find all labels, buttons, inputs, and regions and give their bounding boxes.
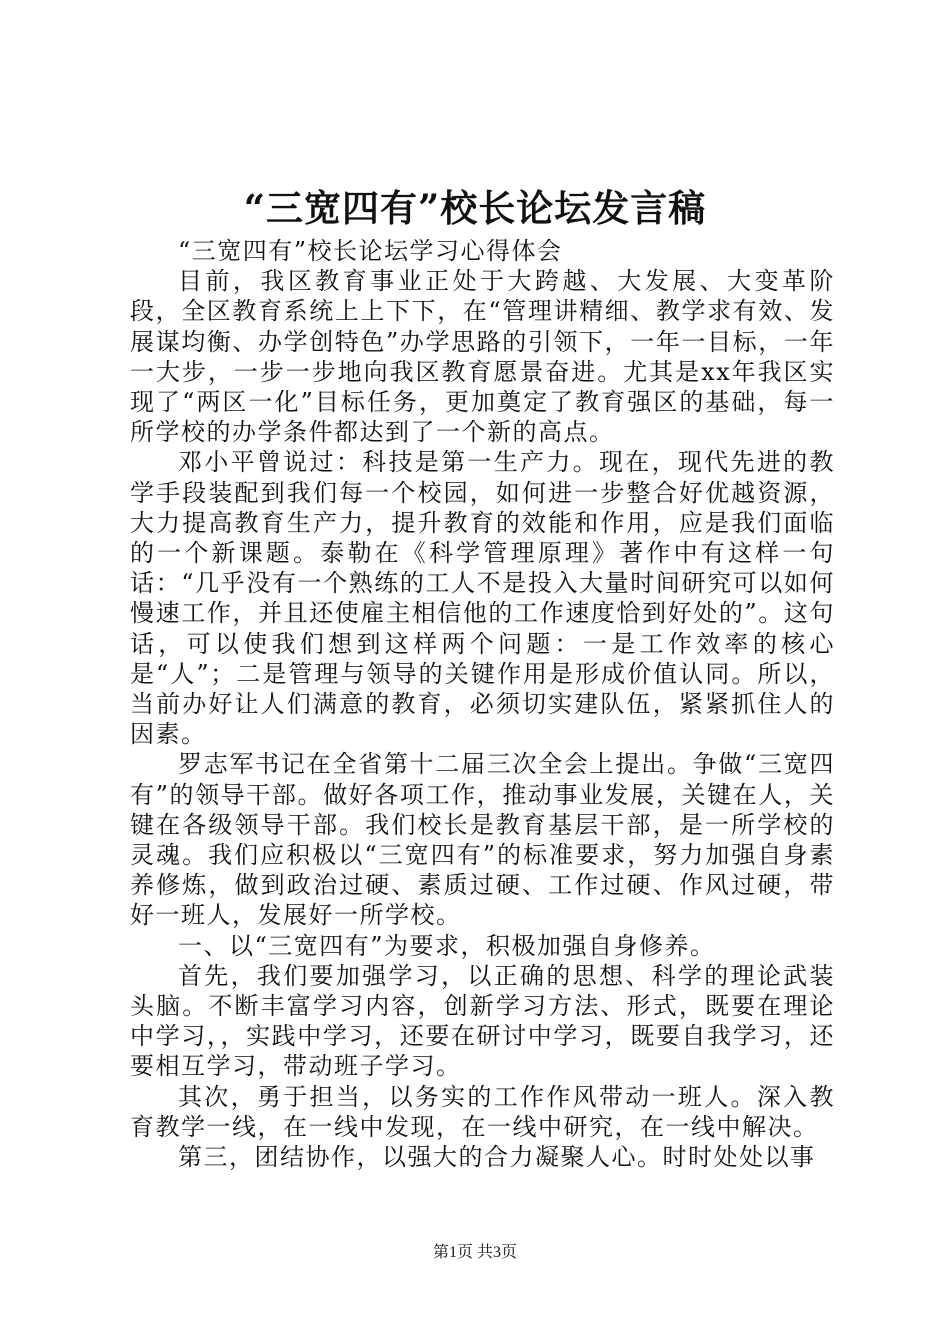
document-title: “三宽四有”校长论坛发言稿 — [243, 186, 707, 230]
paragraph-subtitle: “三宽四有”校长论坛学习心得体会 — [178, 237, 563, 265]
paragraph: 首先，我们要加强学习，以正确的思想、科学的理论武装头脑。不断丰富学习内容，创新学习方法、形式，既要在理论中学习，，实践中学习，还要在研讨中学习，既要自我学习，还要相互学习，带动班子学习。 — [130, 961, 835, 1081]
section-heading: 一、以“三宽四有”为要求，积极加强自身修养。 — [178, 931, 716, 960]
paragraph: 其次，勇于担当，以务实的工作作风带动一班人。深入教育教学一线，在一线中发现，在一线中研究，在一线中解决。 — [130, 1082, 835, 1141]
paragraph: 第三，团结协作，以强大的合力凝聚人心。时时处处以事 — [178, 1143, 816, 1172]
paragraph: 目前，我区教育事业正处于大跨越、大发展、大变革阶段，全区教育系统上上下下，在“管理讲精细、教学求有效、发展谋均衡、办学创特色”办学思路的引领下，一年一目标，一年一大步，一步一步地向我区教育愿景奋进。尤其是xx年我区实现了“两区一化”目标任务，更加奠定了教育强区的基础，每一所学校的办学条件都达到了一个新的高点。 — [130, 267, 835, 447]
document-body — [130, 236, 835, 1172]
page-number-footer: 第1页 共3页 — [432, 1244, 517, 1261]
paragraph: 邓小平曾说过：科技是第一生产力。现在，现代先进的教学手段装配到我们每一个校园，如何进一步整合好优越资源，大力提高教育生产力，提升教育的效能和作用，应是我们面临的一个新课题。泰勒在《科学管理原理》著作中有这样一句话：“几乎没有一个熟练的工人不是投入大量时间研究可以如何慢速工作，并且还使雇主相信他的工作速度恰到好处的”。这句话，可以使我们想到这样两个问题：一是工作效率的核心是“人”；二是管理与领导的关键作用是形成价值认同。所以，当前办好让人们满意的教育，必须切实建队伍，紧紧抓住人的因素。 — [130, 448, 835, 749]
paragraph: 罗志军书记在全省第十二届三次全会上提出。争做“三宽四有”的领导干部。做好各项工作，推动事业发展，关键在人，关键在各级领导干部。我们校长是教育基层干部，是一所学校的灵魂。我们应积极以“三宽四有”的标准要求，努力加强自身素养修炼，做到政治过硬、素质过硬、工作过硬、作风过硬，带好一班人，发展好一所学校。 — [130, 750, 835, 930]
